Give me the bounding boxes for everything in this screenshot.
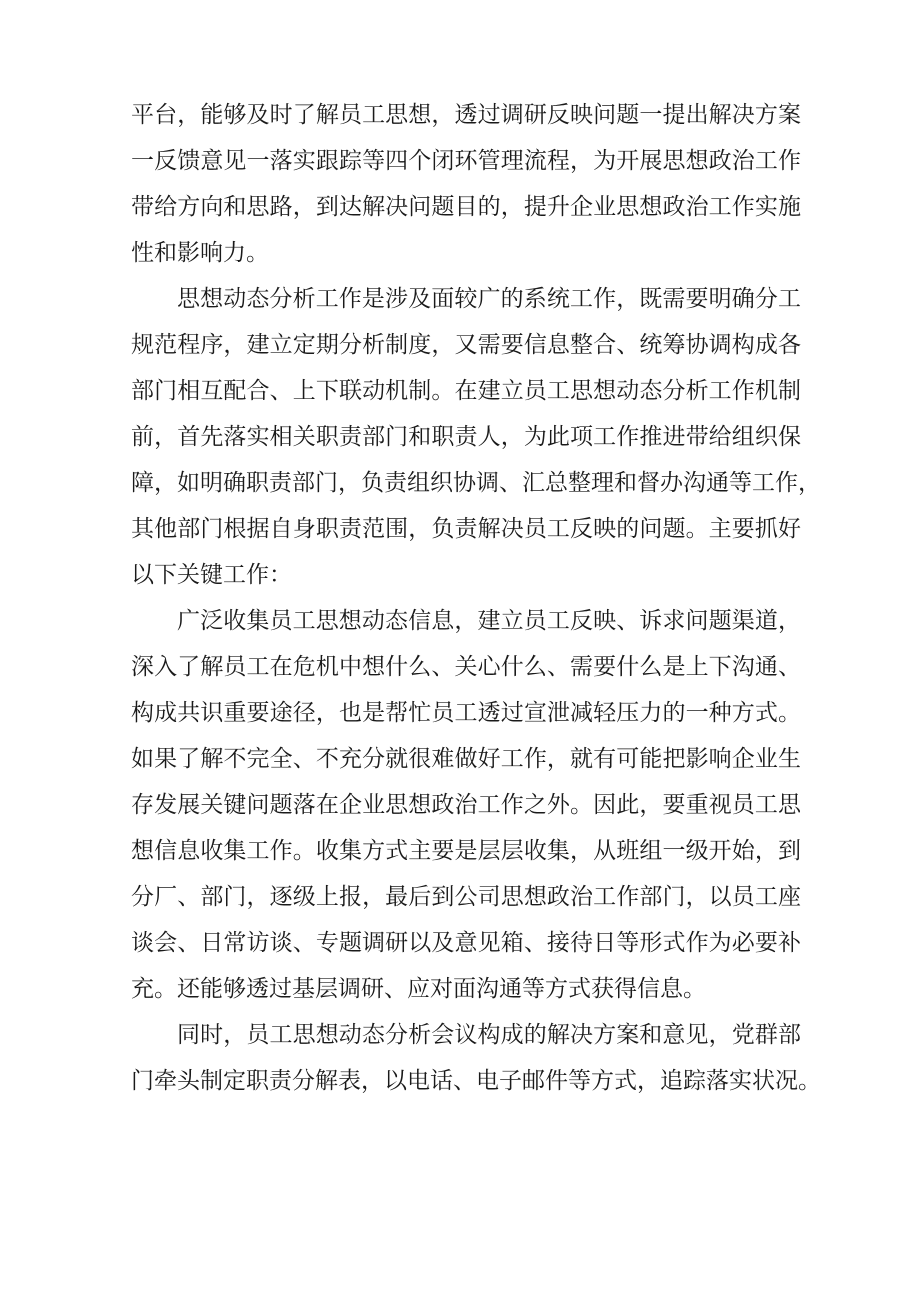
document-body [131,92,821,1104]
text-line: 门牵头制定职责分解表，以电话、电子邮件等方式，追踪落实状况。 [131,1068,821,1094]
paragraph-4 [131,1012,821,1104]
text-line: 带给方向和思路，到达解决问题目的，提升企业思想政治工作实施 [131,194,801,220]
text-line: 同时，员工思想动态分析会议构成的解决方案和意见，党群部 [177,1022,801,1048]
text-line: 其他部门根据自身职责范围，负责解决员工反映的问题。主要抓好 [131,516,801,542]
text-line: 障，如明确职责部门，负责组织协调、汇总整理和督办沟通等工作， [131,470,821,496]
text-line: 存发展关键问题落在企业思想政治工作之外。因此，要重视员工思 [131,792,801,818]
text-line: 深入了解员工在危机中想什么、关心什么、需要什么是上下沟通、 [131,654,801,680]
text-line: 性和影响力。 [131,240,269,266]
text-line: 如果了解不完全、不充分就很难做好工作，就有可能把影响企业生 [131,746,801,772]
text-line: 充。还能够透过基层调研、应对面沟通等方式获得信息。 [131,976,706,1002]
text-line: 谈会、日常访谈、专题调研以及意见箱、接待日等形式作为必要补 [131,930,801,956]
text-line: 平台，能够及时了解员工思想，透过调研反映问题一提出解决方案 [131,102,801,128]
paragraph-3 [131,598,801,1012]
text-line: 一反馈意见一落实跟踪等四个闭环管理流程，为开展思想政治工作 [131,148,801,174]
paragraph-1 [131,92,801,276]
text-line: 构成共识重要途径，也是帮忙员工透过宣泄减轻压力的一种方式。 [131,700,801,726]
text-line: 部门相互配合、上下联动机制。在建立员工思想动态分析工作机制 [131,378,801,404]
text-line: 思想动态分析工作是涉及面较广的系统工作，既需要明确分工 [177,286,801,312]
text-line: 广泛收集员工思想动态信息，建立员工反映、诉求问题渠道， [177,608,801,634]
text-line: 分厂、部门，逐级上报，最后到公司思想政治工作部门，以员工座 [131,884,801,910]
text-line: 规范程序，建立定期分析制度，又需要信息整合、统筹协调构成各 [131,332,801,358]
text-line: 想信息收集工作。收集方式主要是层层收集，从班组一级开始，到 [131,838,801,864]
text-line: 以下关键工作： [131,562,292,588]
text-line: 前，首先落实相关职责部门和职责人，为此项工作推进带给组织保 [131,424,801,450]
paragraph-2 [131,276,821,598]
